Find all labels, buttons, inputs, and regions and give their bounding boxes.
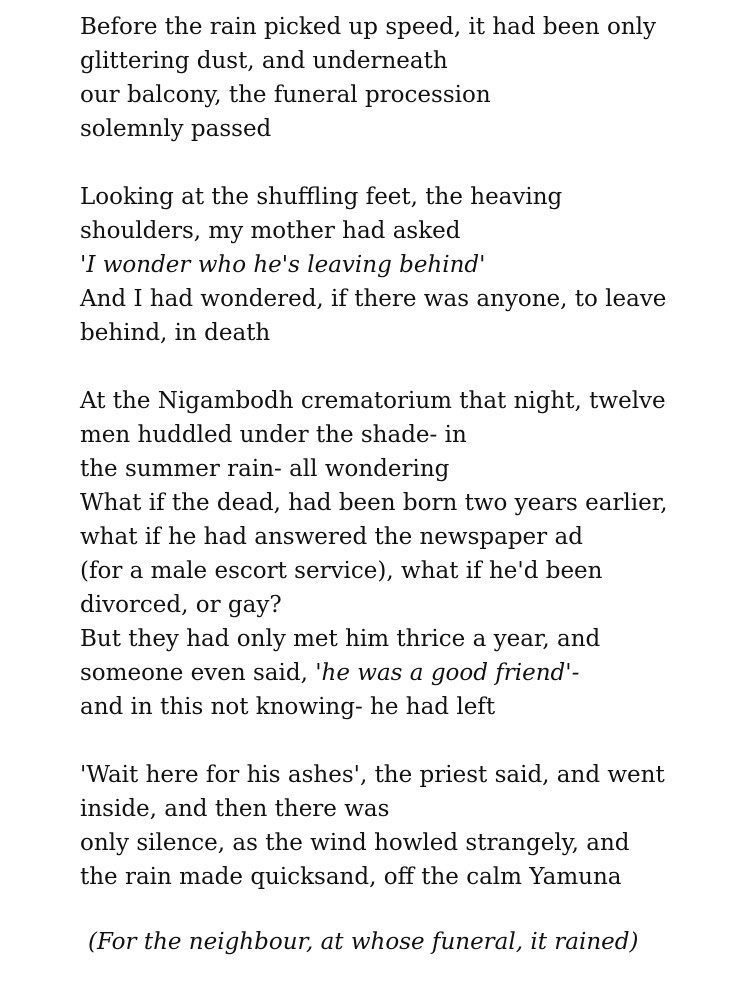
poem-line: And I had wondered, if there was anyone, to leave <box>80 286 667 312</box>
poem-line: and in this not knowing- he had left <box>80 694 496 720</box>
quoted-phrase: 'he was a good friend'- <box>315 660 580 686</box>
poem-line: Before the rain picked up speed, it had been only <box>80 14 656 40</box>
poem-line: the rain made quicksand, off the calm Yamuna <box>80 864 622 890</box>
poem-line: inside, and then there was <box>80 796 390 822</box>
poem-line: only silence, as the wind howled strangely, and <box>80 830 630 856</box>
stanza-1 <box>80 10 730 146</box>
poem-line: the summer rain- all wondering <box>80 456 450 482</box>
poem-line: behind, in death <box>80 320 271 346</box>
poem-line: Looking at the shuffling feet, the heaving <box>80 184 563 210</box>
poem-line: our balcony, the funeral procession <box>80 82 491 108</box>
poem-line-mixed <box>80 656 730 690</box>
stanza-4 <box>80 758 730 894</box>
quoted-line: 'I wonder who he's leaving behind' <box>80 252 486 278</box>
poem-line: At the Nigambodh crematorium that night, twelve <box>80 388 666 414</box>
poem-line: men huddled under the shade- in <box>80 422 467 448</box>
line-prefix: someone even said, <box>80 660 316 686</box>
poem-line: shoulders, my mother had asked <box>80 218 461 244</box>
poem-line: What if the dead, had been born two years earlier, <box>80 490 668 516</box>
poem-line: (for a male escort service), what if he'd been <box>80 558 603 584</box>
stanza-3 <box>80 384 730 724</box>
dedication: (For the neighbour, at whose funeral, it rained) <box>88 929 639 955</box>
poem-line: But they had only met him thrice a year, and <box>80 626 601 652</box>
poem-line: glittering dust, and underneath <box>80 48 448 74</box>
poem-line: what if he had answered the newspaper ad <box>80 524 583 550</box>
poem-line: solemnly passed <box>80 116 272 142</box>
stanza-2 <box>80 180 730 350</box>
poem-body <box>80 10 730 894</box>
poem-line: 'Wait here for his ashes', the priest said, and went <box>80 762 665 788</box>
poem-line: divorced, or gay? <box>80 592 282 618</box>
